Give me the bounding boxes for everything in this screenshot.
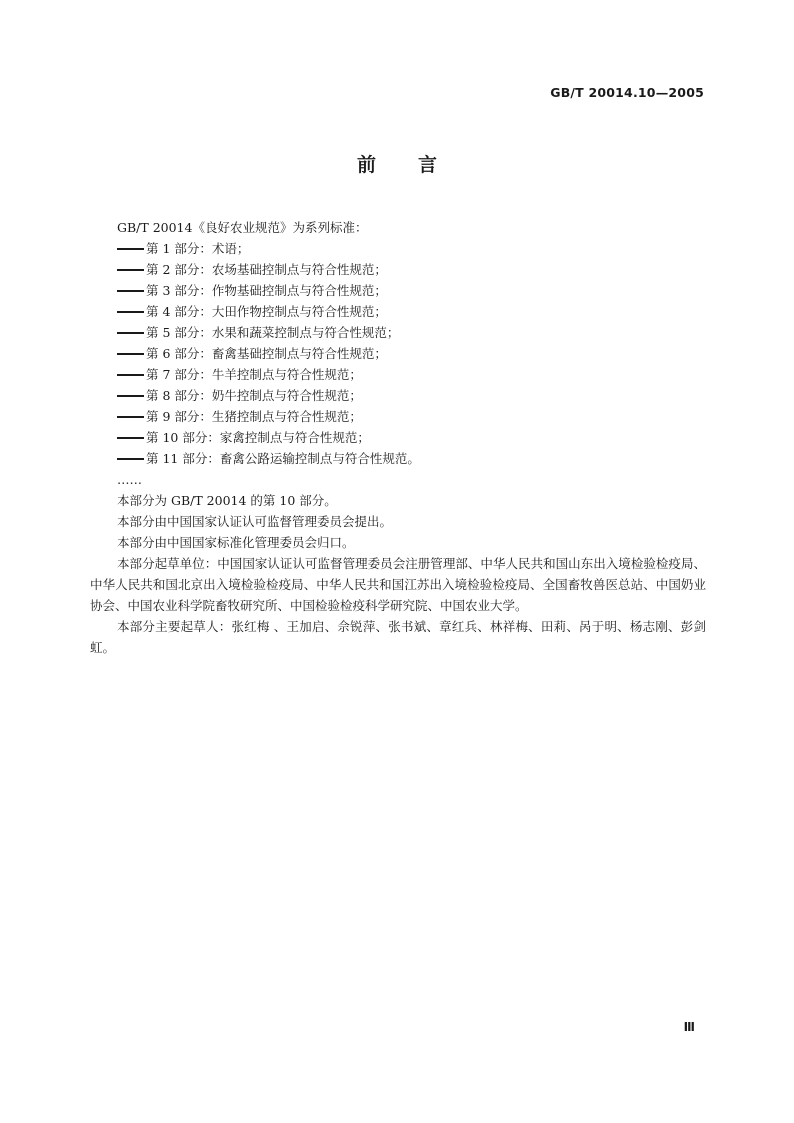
main-drafters: 本部分主要起草人：张红梅 、王加启、佘锐萍、张书斌、章红兵、林祥梅、田莉、呙于明、杨志刚、彭剑虹。 — [90, 619, 706, 655]
em-dash-mark — [117, 248, 144, 250]
list-item — [90, 427, 706, 448]
proposed-by: 本部分由中国国家认证认可监督管理委员会提出。 — [117, 514, 393, 529]
em-dash-mark — [117, 353, 144, 355]
em-dash-mark — [117, 437, 144, 439]
list-item-text: 第 2 部分：农场基础控制点与符合性规范； — [146, 262, 387, 277]
em-dash-mark — [117, 269, 144, 271]
standard-code: GB/T 20014.10—2005 — [550, 85, 704, 100]
intro-paragraph: GB/T 20014《良好农业规范》为系列标准： — [117, 220, 368, 235]
list-item — [90, 448, 706, 469]
em-dash-mark — [117, 395, 144, 397]
list-item — [90, 259, 706, 280]
list-item — [90, 322, 706, 343]
centralized-by: 本部分由中国国家标准化管理委员会归口。 — [117, 535, 355, 550]
parts-list — [90, 238, 706, 469]
list-item — [90, 238, 706, 259]
page-number: Ⅲ — [683, 1020, 695, 1034]
list-item — [90, 364, 706, 385]
list-item-text: 第 10 部分：家禽控制点与符合性规范； — [146, 430, 370, 445]
list-item-text: 第 4 部分：大田作物控制点与符合性规范； — [146, 304, 387, 319]
em-dash-mark — [117, 311, 144, 313]
em-dash-mark — [117, 290, 144, 292]
list-item-text: 第 11 部分：畜禽公路运输控制点与符合性规范。 — [146, 451, 420, 466]
drafting-units: 本部分起草单位：中国国家认证认可监督管理委员会注册管理部、中华人民共和国山东出入境检验检疫局、中华人民共和国北京出入境检验检疫局、中华人民共和国江苏出入境检验检疫局、全国畜牧兽医总站、中国奶业协会、中国农业科学院畜牧研究所、中国检验检疫科学研究院、中国农业大学。 — [90, 556, 706, 613]
list-item — [90, 385, 706, 406]
list-item-text: 第 1 部分：术语； — [146, 241, 250, 256]
page-title: 前言 — [356, 154, 479, 176]
em-dash-mark — [117, 416, 144, 418]
foreword-content — [90, 217, 706, 658]
part-statement: 本部分为 GB/T 20014 的第 10 部分。 — [117, 493, 337, 508]
em-dash-mark — [117, 332, 144, 334]
list-item-text: 第 5 部分：水果和蔬菜控制点与符合性规范； — [146, 325, 400, 340]
list-item-text: 第 7 部分：牛羊控制点与符合性规范； — [146, 367, 362, 382]
ellipsis-line: …… — [117, 472, 142, 487]
list-item — [90, 343, 706, 364]
list-item — [90, 301, 706, 322]
list-item-text: 第 3 部分：作物基础控制点与符合性规范； — [146, 283, 387, 298]
list-item — [90, 280, 706, 301]
list-item — [90, 406, 706, 427]
list-item-text: 第 8 部分：奶牛控制点与符合性规范； — [146, 388, 362, 403]
list-item-text: 第 9 部分：生猪控制点与符合性规范； — [146, 409, 362, 424]
em-dash-mark — [117, 458, 144, 460]
list-item-text: 第 6 部分：畜禽基础控制点与符合性规范； — [146, 346, 387, 361]
em-dash-mark — [117, 374, 144, 376]
